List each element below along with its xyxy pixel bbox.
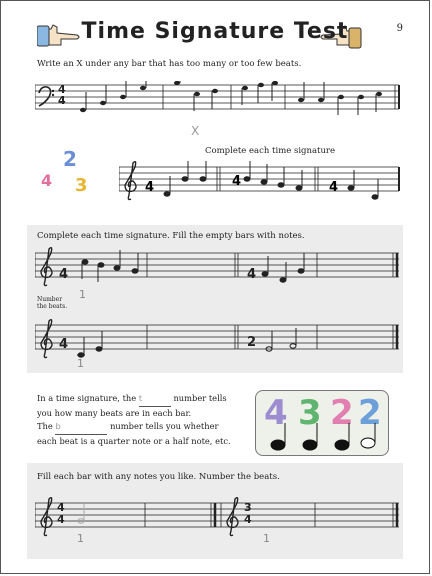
treble-staff-3a	[35, 245, 401, 291]
page-title: Time Signature Test	[81, 19, 349, 44]
treble-staff-3b	[35, 317, 401, 363]
x-mark: X	[191, 124, 200, 138]
time-signature-3a: 4	[59, 267, 69, 282]
time-signature-3d: 2	[247, 335, 257, 350]
side-label: Number the beats.	[37, 296, 68, 310]
beat-number: 1	[79, 288, 86, 301]
bottom-blank[interactable]: b	[55, 420, 107, 435]
number-notes-illustration: 4 3 2 2	[255, 390, 389, 456]
beat-number: 1	[77, 357, 84, 370]
treble-staff-5	[35, 495, 401, 541]
svg-text:4: 4	[329, 180, 339, 195]
instruction-5: Fill each bar with any notes you like. Number the beats.	[37, 472, 280, 482]
beat-number: 1	[263, 532, 270, 545]
time-signature-explanation: In a time signature, the t number tells you how many beats are in each bar. The b number tells you whether each beat is a quarter note or a half note, etc.	[37, 393, 231, 446]
top-blank[interactable]: t	[139, 392, 171, 407]
bass-staff-1	[35, 81, 401, 117]
page-number: 9	[396, 23, 403, 34]
instruction-1: Write an X under any bar that has too many or too few beats.	[37, 59, 302, 69]
instruction-2: Complete each time signature	[205, 146, 336, 156]
time-signature-5a: 4 4	[57, 501, 65, 526]
svg-text:4: 4	[145, 180, 155, 195]
svg-text:4: 4	[232, 174, 242, 189]
instruction-3: Complete each time signature. Fill the empty bars with notes.	[37, 231, 305, 241]
beat-number: 1	[77, 532, 84, 545]
treble-staff-2	[119, 159, 401, 205]
time-signature-5b: 3 4	[244, 501, 252, 526]
time-signature-3b: 4	[247, 267, 257, 282]
number-characters-illustration: 2 4 3	[41, 147, 88, 196]
time-signature-3c: 4	[59, 337, 69, 352]
time-signature-1: 4 4	[58, 83, 66, 107]
